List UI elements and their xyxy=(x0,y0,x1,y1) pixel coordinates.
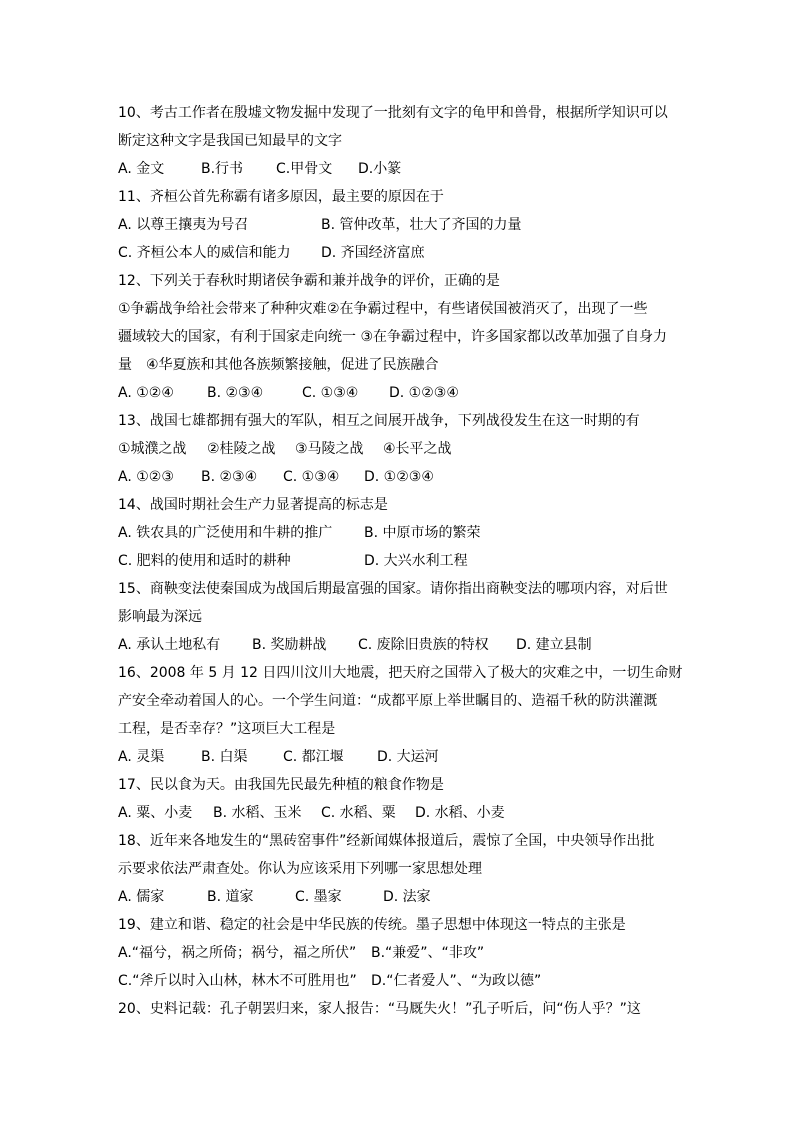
question-16-options xyxy=(0,743,794,771)
stem-line: 12、下列关于春秋时期诸侯争霸和兼并战争的评价，正确的是 xyxy=(118,273,500,289)
option-b: B. 管仲改革，壮大了齐国的力量 xyxy=(321,217,522,233)
statement: ①争霸战争给社会带来了种种灾难 xyxy=(118,301,327,317)
stem-line: 17、民以食为天。由我国先民最先种植的粮食作物是 xyxy=(118,777,444,793)
question-19-stem xyxy=(0,911,794,939)
option-d: D. ①②③④ xyxy=(389,385,459,401)
question-18-stem xyxy=(0,827,794,855)
question-10-stem-cont xyxy=(0,127,794,155)
question-13-stem xyxy=(0,407,794,435)
stem-line: 工程，是否幸存？”这项巨大工程是 xyxy=(118,721,336,737)
question-19-options-2 xyxy=(0,967,794,995)
option-c: C. 废除旧贵族的特权 xyxy=(358,637,489,653)
statement: ④长平之战 xyxy=(383,441,452,457)
option-a: A. 金文 xyxy=(118,161,165,177)
question-10-stem xyxy=(0,99,794,127)
question-13-statements xyxy=(0,435,794,463)
question-12-statements-2 xyxy=(0,323,794,351)
question-12-statements xyxy=(0,295,794,323)
statement: 疆域较大的国家，有利于国家走向统一 ③在争霸过程中，许多国家都以改革加强了自身力 xyxy=(118,329,667,345)
option-b: B. 道家 xyxy=(207,889,254,905)
stem-line: 产安全牵动着国人的心。一个学生问道：“成都平原上举世瞩目的、造福千秋的防洪灌溉 xyxy=(118,693,658,709)
question-10-options xyxy=(0,155,794,183)
option-d: D. 法家 xyxy=(383,889,431,905)
option-c: C. 都江堰 xyxy=(283,749,344,765)
option-c: C. 齐桓公本人的威信和能力 xyxy=(118,245,291,261)
option-b: B. 白渠 xyxy=(201,749,248,765)
statement: ③马陵之战 xyxy=(295,441,364,457)
stem-line: 10、考古工作者在殷墟文物发掘中发现了一批刻有文字的龟甲和兽骨，根据所学知识可以 xyxy=(118,105,668,121)
question-12-statements-3 xyxy=(0,351,794,379)
statement: 量 ④华夏族和其他各族频繁接触，促进了民族融合 xyxy=(118,357,439,373)
question-15-stem-cont xyxy=(0,603,794,631)
option-c: C.“斧斤以时入山林，林木不可胜用也” xyxy=(118,973,357,989)
option-b: B.“兼爱”、“非攻” xyxy=(371,945,485,961)
option-d: D. 大兴水利工程 xyxy=(364,553,468,569)
option-a: A. 铁农具的广泛使用和牛耕的推广 xyxy=(118,525,333,541)
option-b: B. ②③④ xyxy=(201,469,258,485)
question-17-stem xyxy=(0,771,794,799)
option-c: C. 肥料的使用和适时的耕种 xyxy=(118,553,291,569)
question-20-stem xyxy=(0,995,794,1023)
question-14-options xyxy=(0,519,794,547)
question-11-options-2 xyxy=(0,239,794,267)
question-16-stem xyxy=(0,659,794,687)
question-11-options xyxy=(0,211,794,239)
option-c: C. ①③④ xyxy=(302,385,359,401)
statement: ①城濮之战 xyxy=(118,441,187,457)
option-c: C. 水稻、粟 xyxy=(321,805,396,821)
question-14-options-2 xyxy=(0,547,794,575)
stem-line: 13、战国七雄都拥有强大的军队，相互之间展开战争，下列战役发生在这一时期的有 xyxy=(118,413,640,429)
stem-line: 14、战国时期社会生产力显著提高的标志是 xyxy=(118,497,388,513)
option-d: D. 建立县制 xyxy=(516,637,592,653)
option-d: D. 齐国经济富庶 xyxy=(321,245,425,261)
option-c: C. 墨家 xyxy=(295,889,342,905)
option-a: A. 以尊王攘夷为号召 xyxy=(118,217,249,233)
question-19-options xyxy=(0,939,794,967)
stem-line: 影响最为深远 xyxy=(118,609,202,625)
stem-line: 19、建立和谐、稳定的社会是中华民族的传统。墨子思想中体现这一特点的主张是 xyxy=(118,917,626,933)
question-15-stem xyxy=(0,575,794,603)
option-a: A.“福兮，祸之所倚；祸兮，福之所伏” xyxy=(118,945,357,961)
stem-line: 18、近年来各地发生的“黑砖窑事件”经新闻媒体报道后，震惊了全国，中央领导作出批 xyxy=(118,833,655,849)
option-b: B.行书 xyxy=(201,161,244,177)
question-16-stem-cont-2 xyxy=(0,715,794,743)
option-a: A. 承认土地私有 xyxy=(118,637,221,653)
option-a: A. 灵渠 xyxy=(118,749,165,765)
option-b: B. 水稻、玉米 xyxy=(213,805,302,821)
option-d: D.“仁者爱人”、“为政以德” xyxy=(371,973,542,989)
option-c: C. ①③④ xyxy=(283,469,340,485)
question-11-stem xyxy=(0,183,794,211)
question-17-options xyxy=(0,799,794,827)
stem-line: 11、齐桓公首先称霸有诸多原因，最主要的原因在于 xyxy=(118,189,444,205)
question-14-stem xyxy=(0,491,794,519)
stem-line: 20、史料记载：孔子朝罢归来，家人报告：“马厩失火！”孔子听后，问“伤人乎？”这 xyxy=(118,1001,641,1017)
option-a: A. 儒家 xyxy=(118,889,165,905)
option-b: B. 奖励耕战 xyxy=(252,637,327,653)
option-d: D. 大运河 xyxy=(377,749,439,765)
stem-line: 16、2008 年 5 月 12 日四川汶川大地震，把天府之国带入了极大的灾难之中，一切生命财 xyxy=(118,665,683,681)
stem-line: 15、商鞅变法使秦国成为战国后期最富强的国家。请你指出商鞅变法的哪项内容，对后世 xyxy=(118,581,668,597)
option-b: B. 中原市场的繁荣 xyxy=(364,525,481,541)
option-c: C.甲骨文 xyxy=(276,161,333,177)
option-d: D. 水稻、小麦 xyxy=(415,805,505,821)
question-16-stem-cont xyxy=(0,687,794,715)
statement: ②在争霸过程中，有些诸侯国被消灭了，出现了一些 xyxy=(327,301,648,317)
question-12-stem xyxy=(0,267,794,295)
question-18-stem-cont xyxy=(0,855,794,883)
question-15-options xyxy=(0,631,794,659)
option-d: D. ①②③④ xyxy=(364,469,434,485)
question-13-options xyxy=(0,463,794,491)
option-a: A. 粟、小麦 xyxy=(118,805,193,821)
option-b: B. ②③④ xyxy=(207,385,264,401)
question-12-options xyxy=(0,379,794,407)
statement: ②桂陵之战 xyxy=(207,441,276,457)
option-a: A. ①②④ xyxy=(118,385,174,401)
question-18-options xyxy=(0,883,794,911)
option-d: D.小篆 xyxy=(358,161,402,177)
stem-line: 断定这种文字是我国已知最早的文字 xyxy=(118,133,342,149)
option-a: A. ①②③ xyxy=(118,469,174,485)
stem-line: 示要求依法严肃查处。你认为应该采用下列哪一家思想处理 xyxy=(118,861,482,877)
